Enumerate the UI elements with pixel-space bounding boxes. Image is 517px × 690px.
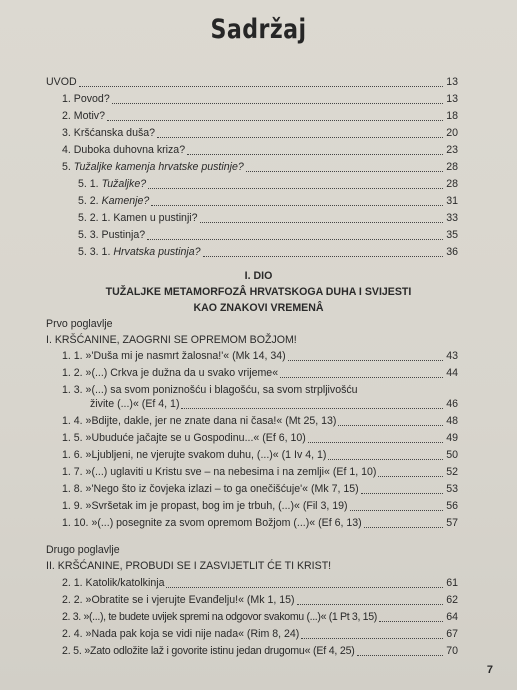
toc-entry [62, 144, 458, 157]
toc-entry-page: 49 [446, 432, 458, 444]
toc-entry-label: 1. 2. »(...) Crkva je dužna da u svako vrijeme« [62, 367, 279, 379]
toc-entry-label: 1. 8. »'Nego što iz čovjeka izlazi – to ga onečišćuje'« (Mk 7, 15) [62, 483, 359, 495]
leader-dots [328, 450, 443, 460]
toc-entry-page: 52 [446, 466, 458, 478]
leader-dots [338, 416, 443, 426]
toc-entry-label: 5. 3. Pustinja? [78, 229, 146, 241]
toc-entry-page: 28 [446, 161, 458, 173]
toc-entry-page: 13 [446, 76, 458, 88]
toc-entry [62, 161, 458, 174]
toc-entry-label: UVOD [46, 76, 77, 88]
toc-entry [62, 415, 458, 428]
leader-dots [350, 501, 443, 511]
leader-dots [200, 213, 443, 223]
leader-dots [379, 612, 443, 622]
part-title-line1: TUŽALJKE METAMORFOZÂ HRVATSKOGA DUHA I SVIJESTI [105, 286, 412, 298]
leader-dots [280, 368, 443, 378]
toc-entry-label [78, 246, 201, 259]
toc-entry [62, 628, 458, 641]
leader-dots [301, 629, 443, 639]
leader-dots [107, 111, 443, 121]
toc-entry-page: 28 [446, 178, 458, 190]
toc-entry-page: 62 [446, 594, 458, 606]
label-prefix: 5. 1. [78, 178, 102, 190]
toc-entry [78, 229, 458, 242]
label-prefix: 5. 3. 1. [78, 246, 114, 258]
toc-entry-page: 61 [446, 577, 458, 589]
toc-entry-label: 1. 6. »Ljubljeni, ne vjerujte svakom duhu, (...)« (1 Iv 4, 1) [62, 449, 327, 461]
leader-dots [157, 128, 443, 138]
toc-entry [62, 611, 458, 624]
toc-entry-page: 23 [446, 144, 458, 156]
toc-entry-label: 1. 9. »Svršetak im je propast, bog im je trbuh, (...)« (Fil 3, 19) [62, 500, 348, 512]
leader-dots [288, 351, 443, 361]
toc-entry-label [62, 161, 244, 174]
toc-entry [62, 350, 458, 363]
toc-entry [62, 449, 458, 462]
toc-entry-page: 33 [446, 212, 458, 224]
part-title-line2: KAO ZNAKOVI VREMENÂ [193, 302, 324, 314]
toc-entry-label: 4. Duboka duhovna kriza? [62, 144, 186, 156]
toc-entry-page: 64 [446, 611, 458, 623]
toc-entry-label: 5. 2. 1. Kamen u pustinji? [78, 212, 198, 224]
leader-dots [246, 162, 443, 172]
toc-entry-page: 44 [446, 367, 458, 379]
toc-entry-label: 2. 2. »Obratite se i vjerujte Evanđelju!« (Mk 1, 15) [62, 594, 295, 606]
toc-entry-page: 18 [446, 110, 458, 122]
toc-entry-page: 13 [446, 93, 458, 105]
toc-entry [62, 432, 458, 445]
toc-entry-page: 35 [446, 229, 458, 241]
toc-entry-label: 2. 1. Katolik/katolkinja [62, 577, 165, 589]
toc-entry-page: 56 [446, 500, 458, 512]
toc-entry-label: živite (...)« (Ef 4, 1) [90, 398, 180, 410]
label-prefix: 5. 2. [78, 195, 102, 207]
chapter-title: II. KRŠĆANINE, PROBUDI SE I ZASVIJETLIT ĆE TI KRIST! [46, 560, 332, 572]
chapter-label: Drugo poglavlje [46, 544, 120, 556]
part-number: I. DIO [244, 270, 273, 282]
toc-entry [78, 212, 458, 225]
leader-dots [297, 595, 443, 605]
leader-dots [181, 399, 443, 409]
toc-entry-label: 1. 5. »Ubuduće jačajte se u Gospodinu...« (Ef 6, 10) [62, 432, 306, 444]
toc-entry-label: 2. 4. »Nada pak koja se vidi nije nada« (Rim 8, 24) [62, 628, 300, 640]
toc-entry-page: 43 [446, 350, 458, 362]
toc-entry-page: 53 [446, 483, 458, 495]
leader-dots [203, 247, 444, 257]
toc-entry [90, 398, 458, 411]
leader-dots [357, 646, 443, 656]
leader-dots [112, 94, 443, 104]
leader-dots [308, 433, 443, 443]
toc-entry-label: 2. 5. »Zato odložite laž i govorite istinu jedan drugomu« (Ef 4, 25) [62, 645, 355, 657]
toc-entry-label: 2. 3. »(...), te budete uvijek spremi na odgovor svakomu (...)« (1 Pt 3, 15) [62, 611, 377, 623]
toc-entry-label: 1. 1. »'Duša mi je nasmrt žalosna!'« (Mk 14, 34) [62, 350, 286, 362]
leader-dots [148, 179, 443, 189]
leader-dots [364, 518, 443, 528]
toc-entry-label: 1. 10. »(...) posegnite za svom opremom Božjom (...)« (Ef 6, 13) [62, 517, 362, 529]
toc-entry-page: 50 [446, 449, 458, 461]
toc-entry-page: 31 [446, 195, 458, 207]
label-italic: Tužaljke? [101, 178, 147, 190]
leader-dots [187, 145, 443, 155]
leader-dots [151, 196, 443, 206]
toc-entry [62, 127, 458, 140]
toc-entry-page: 36 [446, 246, 458, 258]
page-title: Sadržaj [210, 14, 307, 45]
label-italic: Kamenje? [101, 195, 150, 207]
toc-entry [62, 466, 458, 479]
leader-dots [361, 484, 443, 494]
toc-entry [62, 577, 458, 590]
leader-dots [378, 467, 443, 477]
toc-entry-label [78, 195, 149, 208]
toc-entry [62, 110, 458, 123]
toc-entry-label: 2. Motiv? [62, 110, 105, 122]
label-prefix: 5. [62, 161, 74, 173]
label-italic: Hrvatska pustinja? [113, 246, 201, 258]
toc-entry-page: 57 [446, 517, 458, 529]
toc-entry [62, 594, 458, 607]
toc-entry-label: 1. 7. »(...) uglaviti u Kristu sve – na nebesima i na zemlji« (Ef 1, 10) [62, 466, 377, 478]
toc-entry [62, 517, 458, 530]
toc-entry [62, 93, 458, 106]
toc-entry-label: 1. 3. »(...) sa svom poniznošću i blagošću, sa svom strpljivošću [62, 384, 358, 396]
label-italic: Tužaljke kamenja hrvatske pustinje? [73, 161, 244, 173]
toc-entry-page: 70 [446, 645, 458, 657]
toc-entry [62, 645, 458, 658]
toc-entry [78, 178, 458, 191]
page-number: 7 [486, 664, 493, 676]
toc-entry [46, 76, 458, 89]
toc-entry-page: 20 [446, 127, 458, 139]
toc-entry-page: 48 [446, 415, 458, 427]
toc-entry-label: 1. Povod? [62, 93, 110, 105]
leader-dots [166, 578, 443, 588]
toc-entry-label [78, 178, 146, 191]
toc-entry [78, 246, 458, 259]
toc-entry [62, 367, 458, 380]
toc-entry-page: 46 [446, 398, 458, 410]
chapter-title: I. KRŠĆANINE, ZAOGRNI SE OPREMOM BOŽJOM! [46, 334, 297, 346]
toc-entry-label: 3. Kršćanska duša? [62, 127, 156, 139]
toc-entry [62, 500, 458, 513]
leader-dots [147, 230, 443, 240]
toc-entry [62, 483, 458, 496]
toc-entry-page: 67 [446, 628, 458, 640]
chapter-label: Prvo poglavlje [46, 318, 113, 330]
toc-entry [78, 195, 458, 208]
leader-dots [79, 77, 443, 87]
toc-entry-label: 1. 4. »Bdijte, dakle, jer ne znate dana ni časa!« (Mt 25, 13) [62, 415, 337, 427]
